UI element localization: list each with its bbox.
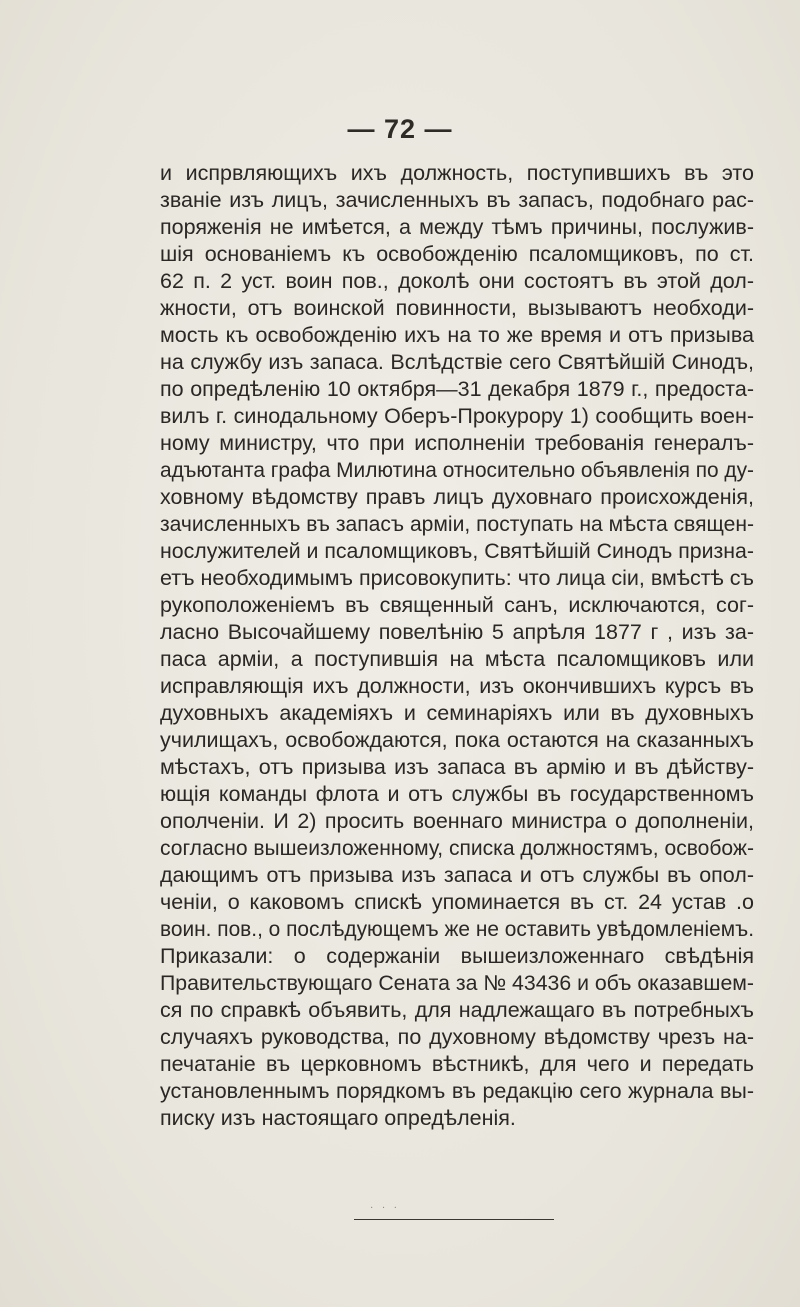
text-line: училищахъ, освобождаются, пока остаются на сказанныхъ — [160, 728, 754, 752]
text-line: шія основаніемъ къ освобожденію псаломщиковъ, по ст. — [160, 242, 754, 266]
text-line: жности, отъ воинской повинности, вызываютъ необходи- — [160, 296, 754, 320]
text-line: печатаніе въ церковномъ вѣстникѣ, для чего и передать — [160, 1052, 754, 1076]
text-line: мѣстахъ, отъ призыва изъ запаса въ армію и въ дѣйству- — [160, 755, 754, 779]
text-line: писку изъ настоящаго опредѣленія. — [160, 1106, 516, 1130]
text-line: 62 п. 2 уст. воин пов., доколѣ они состоятъ въ этой дол- — [160, 269, 754, 293]
text-line: согласно вышеизложенному, списка должностямъ, освобож- — [160, 836, 754, 860]
page-number: — 72 — — [347, 114, 453, 144]
text-line: етъ необходимымъ присовокупить: что лица сіи, вмѣстѣ съ — [160, 566, 754, 590]
text-line: случаяхъ руководства, по духовному вѣдомству чрезъ на- — [160, 1025, 754, 1049]
rule-marks: · · · — [370, 1203, 400, 1214]
text-line: по опредѣленію 10 октября—31 декабря 1879 г., предоста- — [160, 377, 754, 401]
text-line: рукоположеніемъ въ священный санъ, исключаются, сог- — [160, 593, 754, 617]
text-line: паса арміи, а поступившія на мѣста псаломщиковъ или — [160, 647, 754, 671]
text-line: дающимъ отъ призыва изъ запаса и отъ службы въ опол- — [160, 863, 754, 887]
text-line: и испрвляющихъ ихъ должность, поступившихъ въ это — [160, 161, 754, 185]
text-line: воин. пов., о послѣдующемъ же не оставить увѣдомленіемъ. — [160, 917, 754, 941]
text-line: ченіи, о каковомъ спискѣ упоминается въ ст. 24 устав .о — [160, 890, 754, 914]
text-line: на службу изъ запаса. Вслѣдствіе сего Святѣйшій Синодъ, — [160, 350, 754, 374]
text-line: ховному вѣдомству правъ лицъ духовнаго происхожденія, — [160, 485, 754, 509]
text-line: ному министру, что при исполненіи требованія генералъ- — [160, 431, 754, 455]
text-line: ющія команды флота и отъ службы въ государственномъ — [160, 782, 754, 806]
text-line: ся по справкѣ объявить, для надлежащаго въ потребныхъ — [160, 998, 754, 1022]
text-line: духовныхъ академіяхъ и семинаріяхъ или въ духовныхъ — [160, 701, 754, 725]
text-line: исправляющія ихъ должности, изъ окончившихъ курсъ въ — [160, 674, 754, 698]
text-line: адъютанта графа Милютина относительно объявленія по ду- — [160, 458, 754, 482]
text-line: ополченіи. И 2) просить военнаго министра о дополненіи, — [160, 809, 754, 833]
closing-rule — [354, 1219, 554, 1220]
text-line: мость къ освобожденію ихъ на то же время и отъ призыва — [160, 323, 754, 347]
body-text — [160, 160, 754, 1132]
text-line: вилъ г. синодальному Оберъ-Прокурору 1) сообщить воен- — [160, 404, 754, 428]
text-line: званіе изъ лицъ, зачисленныхъ въ запасъ, подобнаго рас- — [160, 188, 754, 212]
text-line: ласно Высочайшему повелѣнію 5 апрѣля 1877 г , изъ за- — [160, 620, 754, 644]
text-line: поряженія не имѣется, а между тѣмъ причины, послужив- — [160, 215, 754, 239]
text-line: Приказали: о содержаніи вышеизложеннаго свѣдѣнія — [160, 944, 754, 968]
text-line: Правительствующаго Сената за № 43436 и объ оказавшем- — [160, 971, 754, 995]
text-line: нослужителей и псаломщиковъ, Святѣйшій Синодъ призна- — [160, 539, 754, 563]
text-line: зачисленныхъ въ запасъ арміи, поступать на мѣста священ- — [160, 512, 754, 536]
text-line: установленнымъ порядкомъ въ редакцію сего журнала вы- — [160, 1079, 754, 1103]
